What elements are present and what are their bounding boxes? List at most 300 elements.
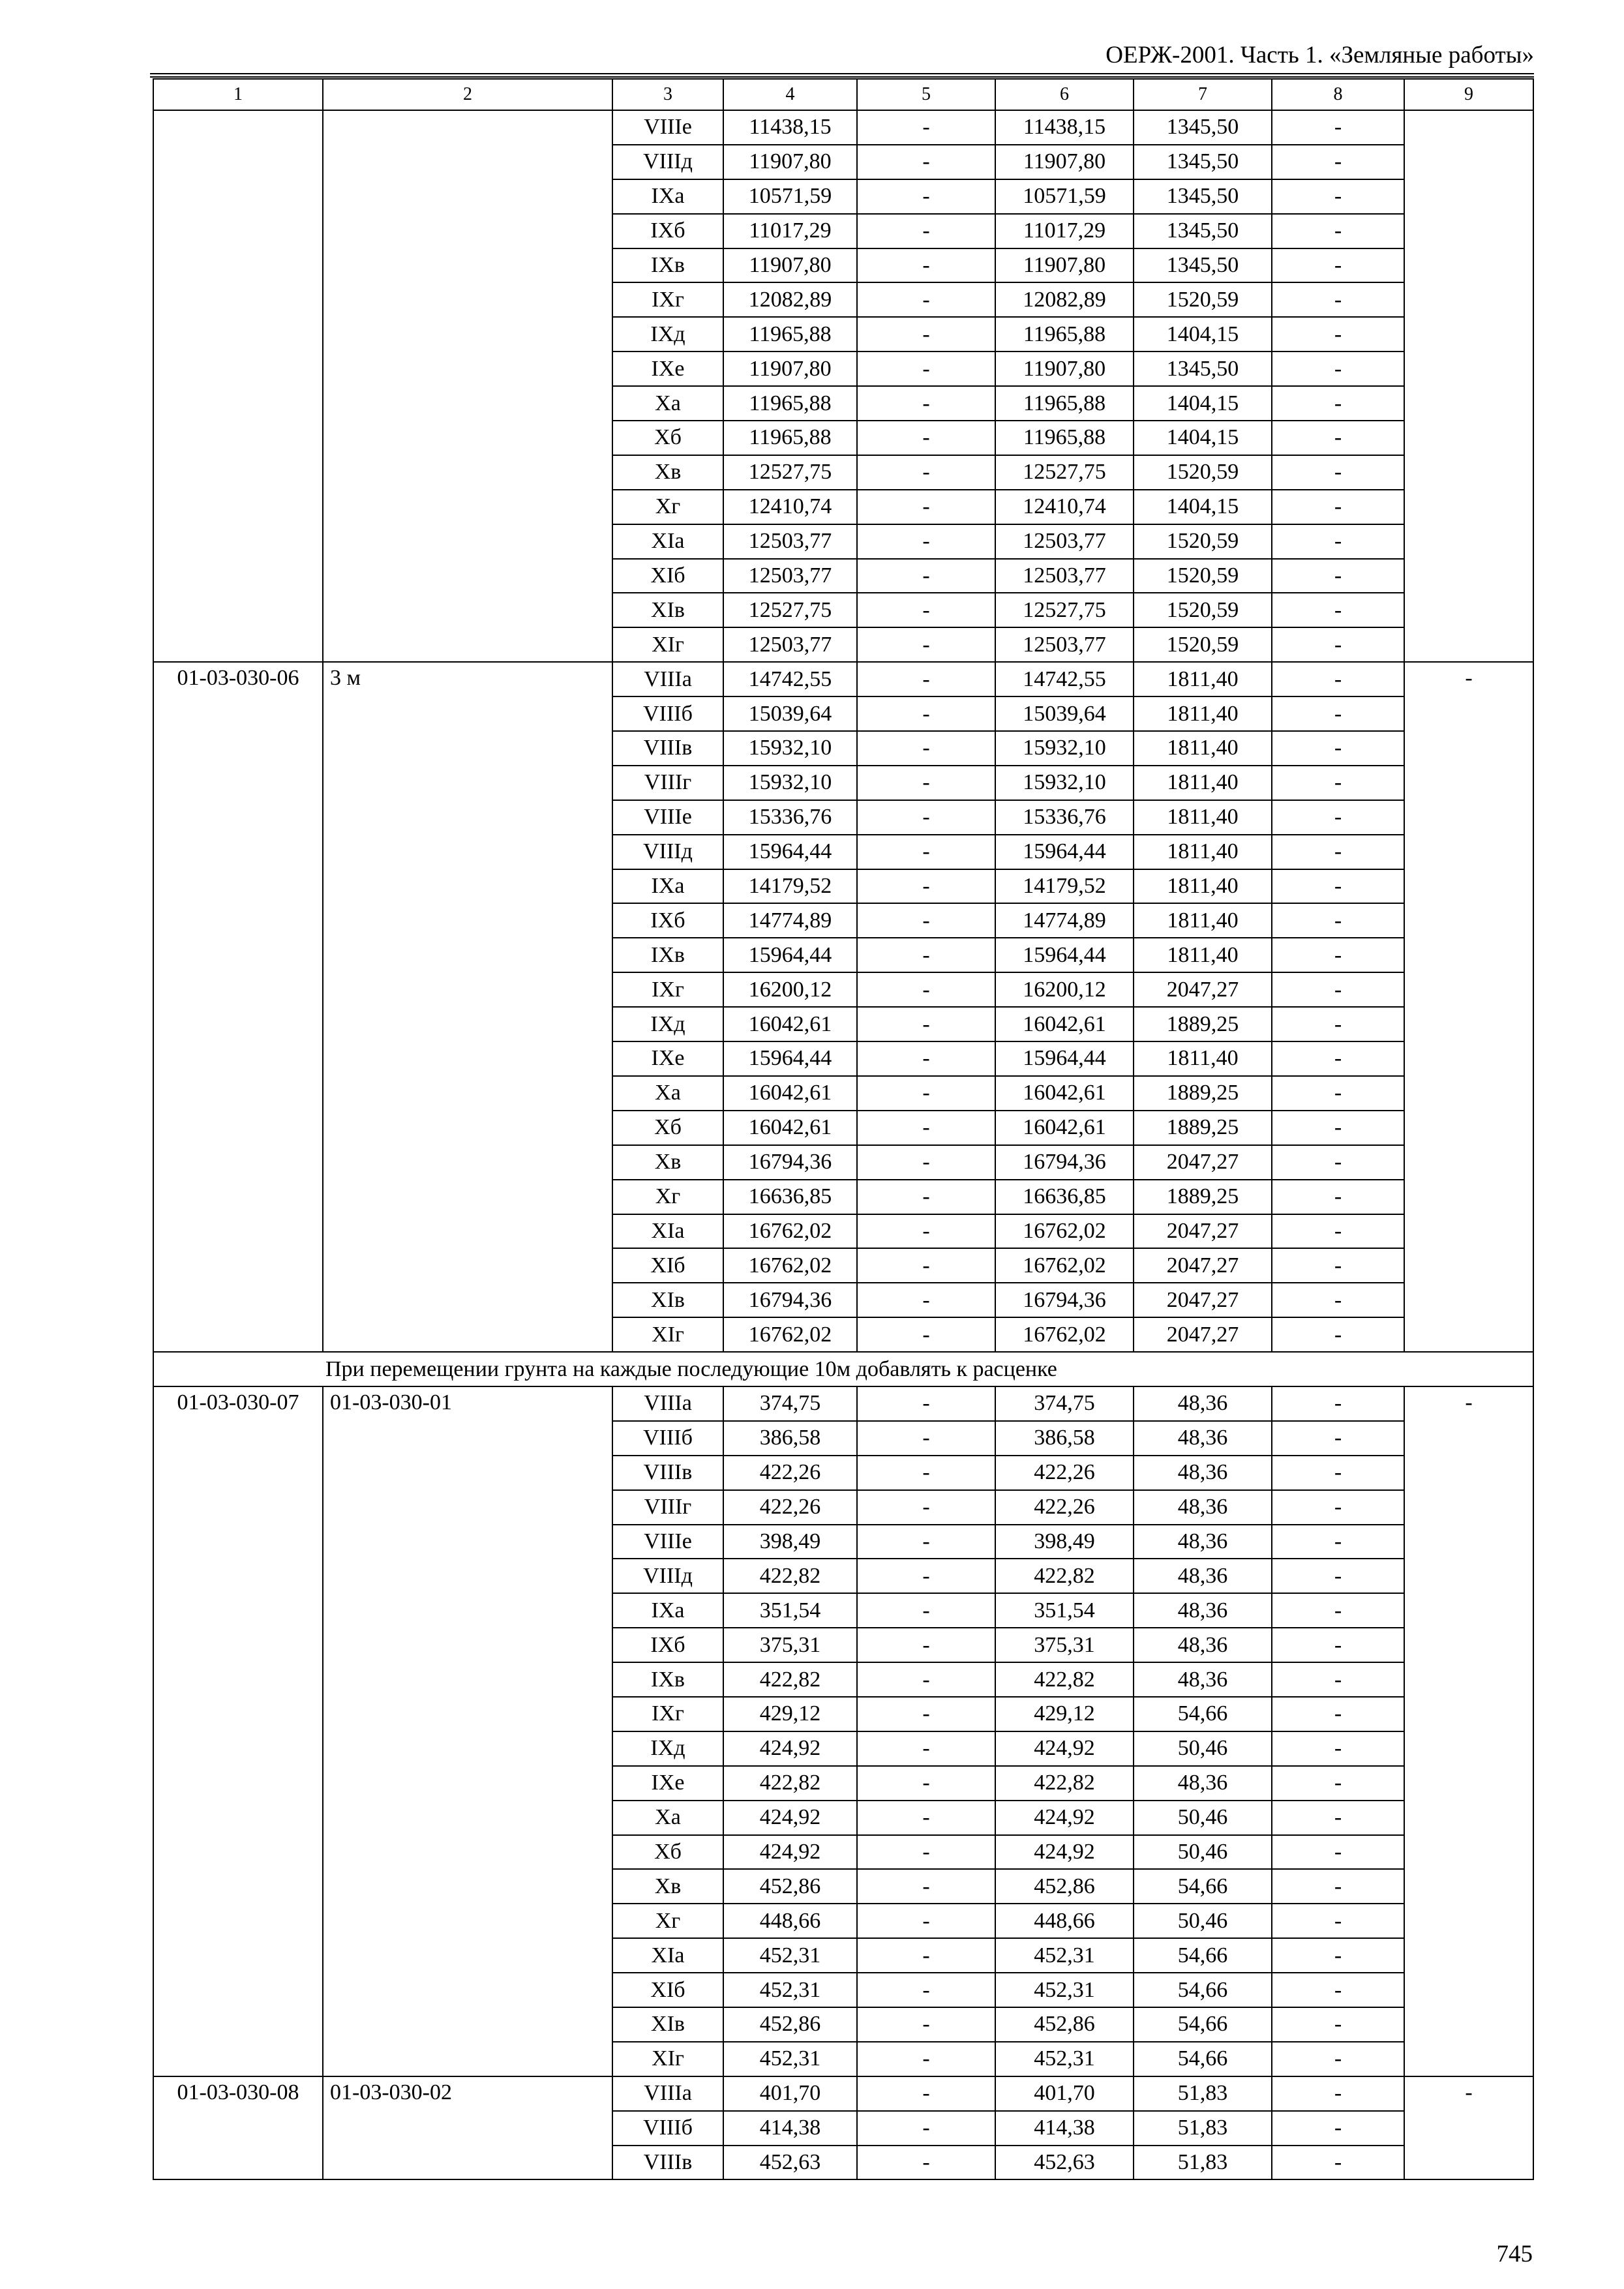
table-cell-col8: -: [1272, 490, 1404, 524]
table-cell-col4: 351,54: [723, 1593, 857, 1628]
table-cell-col6: 11017,29: [995, 214, 1134, 248]
table-cell-col7: 54,66: [1134, 1869, 1272, 1904]
table-cell-col6: 12410,74: [995, 490, 1134, 524]
table-cell-col7: 1811,40: [1134, 869, 1272, 904]
table-cell-col3: XIа: [612, 1214, 723, 1249]
table-cell-col7: 1811,40: [1134, 835, 1272, 869]
table-cell-col4: 452,31: [723, 1973, 857, 2007]
table-cell-col3: IXб: [612, 1628, 723, 1662]
rate-name-cell: 01-03-030-01: [323, 1386, 612, 2076]
table-cell-col8: -: [1272, 214, 1404, 248]
table-cell-col3: XIг: [612, 2042, 723, 2076]
table-cell-col6: 11907,80: [995, 352, 1134, 386]
table-cell-col3: XIв: [612, 593, 723, 627]
table-cell-col8: -: [1272, 696, 1404, 731]
table-cell-col4: 12527,75: [723, 455, 857, 490]
table-cell-col3: XIб: [612, 1973, 723, 2007]
table-cell-col3: IXб: [612, 903, 723, 938]
table-cell-col7: 50,46: [1134, 1731, 1272, 1766]
table-cell-col8: -: [1272, 1731, 1404, 1766]
table-cell-col4: 11965,88: [723, 421, 857, 455]
table-cell-col4: 15932,10: [723, 731, 857, 766]
table-cell-col6: 414,38: [995, 2111, 1134, 2146]
table-cell-col6: 16042,61: [995, 1076, 1134, 1111]
table-cell-col5: -: [857, 938, 995, 972]
table-cell-col8: -: [1272, 1214, 1404, 1249]
table-cell-col6: 15932,10: [995, 766, 1134, 800]
table-cell-col7: 1811,40: [1134, 696, 1272, 731]
table-cell-col5: -: [857, 1248, 995, 1283]
table-cell-col3: XIг: [612, 627, 723, 662]
table-cell-col4: 16762,02: [723, 1248, 857, 1283]
table-cell-col7: 1345,50: [1134, 110, 1272, 145]
table-cell-col3: VIIIб: [612, 696, 723, 731]
table-cell-col7: 1889,25: [1134, 1111, 1272, 1145]
table-cell-col6: 401,70: [995, 2076, 1134, 2111]
table-cell-col5: -: [857, 1835, 995, 1870]
table-cell-col6: 15964,44: [995, 938, 1134, 972]
table-cell-col8: -: [1272, 1904, 1404, 1938]
table-cell-col8: -: [1272, 386, 1404, 421]
table-cell-col8: -: [1272, 1662, 1404, 1697]
table-cell-col8: -: [1272, 1421, 1404, 1456]
column-header-5: 5: [857, 79, 995, 110]
table-cell-col8: -: [1272, 972, 1404, 1007]
table-cell-col3: Xг: [612, 490, 723, 524]
table-cell-col5: -: [857, 1662, 995, 1697]
table-cell-col4: 12410,74: [723, 490, 857, 524]
table-cell-col7: 48,36: [1134, 1766, 1272, 1801]
table-cell-col5: -: [857, 1938, 995, 1973]
table-cell-col3: IXе: [612, 1766, 723, 1801]
table-cell-col8: -: [1272, 1593, 1404, 1628]
table-cell-col4: 11965,88: [723, 317, 857, 352]
table-cell-col7: 1404,15: [1134, 421, 1272, 455]
table-cell-col6: 15336,76: [995, 800, 1134, 835]
table-cell-col8: -: [1272, 1283, 1404, 1317]
table-cell-col6: 375,31: [995, 1628, 1134, 1662]
table-cell-col8: -: [1272, 1801, 1404, 1835]
table-cell-col3: Xа: [612, 1801, 723, 1835]
table-cell-col8: -: [1272, 2007, 1404, 2042]
table-cell-col8: -: [1272, 1973, 1404, 2007]
table-cell-col4: 16200,12: [723, 972, 857, 1007]
header-rule: [150, 73, 1534, 78]
table-cell-col7: 1345,50: [1134, 145, 1272, 179]
table-cell-col3: IXд: [612, 317, 723, 352]
table-cell-col6: 12527,75: [995, 593, 1134, 627]
table-cell-col7: 1811,40: [1134, 731, 1272, 766]
table-cell-col7: 1345,50: [1134, 352, 1272, 386]
column-header-8: 8: [1272, 79, 1404, 110]
table-cell-col4: 16636,85: [723, 1180, 857, 1214]
table-cell-col3: Xб: [612, 1111, 723, 1145]
table-cell-col4: 452,86: [723, 1869, 857, 1904]
table-cell-col3: IXа: [612, 179, 723, 214]
table-cell-col3: Xб: [612, 1835, 723, 1870]
table-cell-col6: 11907,80: [995, 248, 1134, 283]
table-cell-col8: -: [1272, 1835, 1404, 1870]
table-cell-col8: -: [1272, 1111, 1404, 1145]
table-cell-col5: -: [857, 1180, 995, 1214]
table-cell-col7: 1520,59: [1134, 524, 1272, 559]
table-cell-col4: 15039,64: [723, 696, 857, 731]
table-cell-col5: -: [857, 352, 995, 386]
table-cell-col8: -: [1272, 593, 1404, 627]
table-cell-col4: 429,12: [723, 1697, 857, 1731]
table-cell-col5: -: [857, 110, 995, 145]
table-cell-col7: 1811,40: [1134, 938, 1272, 972]
table-cell-col6: 11965,88: [995, 421, 1134, 455]
table-cell-col3: VIIIд: [612, 1559, 723, 1593]
table-cell-col6: 11438,15: [995, 110, 1134, 145]
table-cell-col5: -: [857, 1007, 995, 1041]
table-cell-col8: -: [1272, 1317, 1404, 1352]
table-cell-col6: 15039,64: [995, 696, 1134, 731]
table-cell-col8: -: [1272, 455, 1404, 490]
column-header-1: 1: [153, 79, 323, 110]
table-cell-col8: -: [1272, 1076, 1404, 1111]
table-cell-col6: 16042,61: [995, 1111, 1134, 1145]
column-header-7: 7: [1134, 79, 1272, 110]
table-cell-col6: 15964,44: [995, 1041, 1134, 1076]
table-cell-col7: 48,36: [1134, 1559, 1272, 1593]
table-cell-col6: 452,31: [995, 2042, 1134, 2076]
rate-name-cell: 01-03-030-02: [323, 2076, 612, 2180]
table-cell-col4: 16042,61: [723, 1007, 857, 1041]
table-cell-col5: -: [857, 1525, 995, 1559]
table-cell-col4: 424,92: [723, 1801, 857, 1835]
table-cell-col4: 16042,61: [723, 1076, 857, 1111]
table-cell-col5: -: [857, 1041, 995, 1076]
table-cell-col4: 15964,44: [723, 835, 857, 869]
table-cell-col3: IXа: [612, 869, 723, 904]
table-cell-col7: 1520,59: [1134, 455, 1272, 490]
table-cell-col6: 424,92: [995, 1835, 1134, 1870]
table-cell-col6: 14742,55: [995, 662, 1134, 696]
table-cell-col6: 422,82: [995, 1559, 1134, 1593]
table-cell-col6: 452,31: [995, 1973, 1134, 2007]
table-cell-col7: 2047,27: [1134, 972, 1272, 1007]
table-cell-col4: 414,38: [723, 2111, 857, 2146]
table-cell-col5: -: [857, 317, 995, 352]
table-cell-col5: -: [857, 627, 995, 662]
table-cell-col6: 16200,12: [995, 972, 1134, 1007]
table-cell-col7: 2047,27: [1134, 1145, 1272, 1180]
table-cell-col7: 48,36: [1134, 1490, 1272, 1525]
table-cell-col3: VIIIб: [612, 2111, 723, 2146]
table-cell-col4: 422,26: [723, 1490, 857, 1525]
table-cell-col7: 51,83: [1134, 2076, 1272, 2111]
table-cell-col8: -: [1272, 1386, 1404, 1421]
table-cell-col3: XIа: [612, 1938, 723, 1973]
table-cell-col3: VIIIа: [612, 1386, 723, 1421]
table-cell-col3: Xг: [612, 1904, 723, 1938]
table-cell-col8: -: [1272, 800, 1404, 835]
table-cell-col6: 15932,10: [995, 731, 1134, 766]
table-cell-col3: VIIIе: [612, 1525, 723, 1559]
table-cell-col7: 48,36: [1134, 1593, 1272, 1628]
table-cell-col6: 10571,59: [995, 179, 1134, 214]
table-cell-col5: -: [857, 145, 995, 179]
table-cell-col4: 12527,75: [723, 593, 857, 627]
table-cell-col4: 10571,59: [723, 179, 857, 214]
table-cell-col5: -: [857, 835, 995, 869]
table-cell-col8: -: [1272, 1007, 1404, 1041]
table-cell-col8: -: [1272, 835, 1404, 869]
table-cell-col8: -: [1272, 903, 1404, 938]
table-cell-col5: -: [857, 559, 995, 593]
table-cell-col5: -: [857, 282, 995, 317]
table-cell-col6: 16762,02: [995, 1214, 1134, 1249]
table-cell-col6: 16762,02: [995, 1248, 1134, 1283]
table-cell-col3: IXв: [612, 1662, 723, 1697]
table-cell-col5: -: [857, 1869, 995, 1904]
table-cell-col7: 1889,25: [1134, 1076, 1272, 1111]
table-cell-col5: -: [857, 490, 995, 524]
table-cell-col7: 51,83: [1134, 2146, 1272, 2180]
table-cell-col7: 1345,50: [1134, 179, 1272, 214]
table-cell-col4: 398,49: [723, 1525, 857, 1559]
table-cell-col4: 424,92: [723, 1835, 857, 1870]
table-cell-col8: -: [1272, 248, 1404, 283]
table-cell-col3: IXе: [612, 352, 723, 386]
rate-code-cell: 01-03-030-07: [153, 1386, 323, 2076]
table-cell-col5: -: [857, 1593, 995, 1628]
table-cell-col7: 1889,25: [1134, 1007, 1272, 1041]
table-cell-col5: -: [857, 1386, 995, 1421]
page-number: 745: [1496, 2241, 1533, 2267]
table-cell-col4: 448,66: [723, 1904, 857, 1938]
table-cell-col3: IXг: [612, 282, 723, 317]
table-cell-col7: 54,66: [1134, 2007, 1272, 2042]
table-cell-col8: -: [1272, 1938, 1404, 1973]
table-cell-col5: -: [857, 1731, 995, 1766]
table-cell-col3: VIIIв: [612, 1456, 723, 1490]
table-cell-col3: VIIIг: [612, 766, 723, 800]
column-header-2: 2: [323, 79, 612, 110]
table-cell-col6: 11965,88: [995, 317, 1134, 352]
table-cell-col7: 54,66: [1134, 1973, 1272, 2007]
table-cell-col4: 16042,61: [723, 1111, 857, 1145]
table-cell-col5: -: [857, 1456, 995, 1490]
table-cell-col8: -: [1272, 1697, 1404, 1731]
table-cell-col7: 1520,59: [1134, 627, 1272, 662]
section-note: При перемещении грунта на каждые последующие 10м добавлять к расценке: [153, 1352, 1533, 1386]
table-cell-col7: 1889,25: [1134, 1180, 1272, 1214]
table-cell-col8: -: [1272, 317, 1404, 352]
table-cell-col4: 424,92: [723, 1731, 857, 1766]
table-cell-col5: -: [857, 731, 995, 766]
column-header-6: 6: [995, 79, 1134, 110]
table-cell-col3: VIIIд: [612, 835, 723, 869]
table-cell-col5: -: [857, 1283, 995, 1317]
table-cell-col3: XIб: [612, 559, 723, 593]
table-cell-col7: 1811,40: [1134, 1041, 1272, 1076]
table-cell-col6: 398,49: [995, 1525, 1134, 1559]
table-cell-col6: 429,12: [995, 1697, 1134, 1731]
table-cell-col8: -: [1272, 731, 1404, 766]
table-cell-col7: 54,66: [1134, 1938, 1272, 1973]
table-cell-col8: -: [1272, 1869, 1404, 1904]
table-cell-col7: 54,66: [1134, 2042, 1272, 2076]
table-cell-col8: -: [1272, 1559, 1404, 1593]
table-cell-col5: -: [857, 662, 995, 696]
table-cell-col3: XIг: [612, 1317, 723, 1352]
table-cell-col5: -: [857, 1214, 995, 1249]
table-cell-col4: 452,31: [723, 2042, 857, 2076]
table-cell-col3: Xв: [612, 1869, 723, 1904]
table-cell-col5: -: [857, 455, 995, 490]
table-cell-col3: VIIIа: [612, 662, 723, 696]
table-cell-col7: 48,36: [1134, 1662, 1272, 1697]
table-cell-col8: -: [1272, 2146, 1404, 2180]
table-cell-col7: 48,36: [1134, 1386, 1272, 1421]
table-cell-col5: -: [857, 2042, 995, 2076]
table-cell-col6: 12082,89: [995, 282, 1134, 317]
table-cell-col7: 1811,40: [1134, 800, 1272, 835]
table-cell-col3: VIIIг: [612, 1490, 723, 1525]
table-cell-col3: IXе: [612, 1041, 723, 1076]
table-cell-col6: 16794,36: [995, 1145, 1134, 1180]
table-cell-col7: 48,36: [1134, 1628, 1272, 1662]
table-cell-col4: 11907,80: [723, 145, 857, 179]
table-cell-col7: 1520,59: [1134, 559, 1272, 593]
table-cell-col7: 51,83: [1134, 2111, 1272, 2146]
table-cell-col4: 12082,89: [723, 282, 857, 317]
table-cell-col4: 14742,55: [723, 662, 857, 696]
table-cell-col3: VIIIв: [612, 2146, 723, 2180]
table-cell-col4: 452,63: [723, 2146, 857, 2180]
table-cell-col6: 11907,80: [995, 145, 1134, 179]
table-cell-col6: 12527,75: [995, 455, 1134, 490]
table-cell-col4: 374,75: [723, 1386, 857, 1421]
table-cell-col3: IXд: [612, 1731, 723, 1766]
table-cell-col4: 16762,02: [723, 1317, 857, 1352]
table-cell-col5: -: [857, 593, 995, 627]
table-cell-col4: 422,82: [723, 1766, 857, 1801]
table-cell-col7: 2047,27: [1134, 1248, 1272, 1283]
table-cell-col8: -: [1272, 627, 1404, 662]
table-cell-col6: 452,63: [995, 2146, 1134, 2180]
table-cell-col6: 11965,88: [995, 386, 1134, 421]
table-cell-col6: 16794,36: [995, 1283, 1134, 1317]
table-cell-col7: 50,46: [1134, 1904, 1272, 1938]
table-cell-col3: Xа: [612, 1076, 723, 1111]
table-cell-col8: -: [1272, 662, 1404, 696]
table-cell-col7: 54,66: [1134, 1697, 1272, 1731]
table-cell-col6: 14774,89: [995, 903, 1134, 938]
table-cell-col3: Xб: [612, 421, 723, 455]
table-cell-col7: 50,46: [1134, 1835, 1272, 1870]
table-cell-col5: -: [857, 972, 995, 1007]
table-cell-col7: 1404,15: [1134, 386, 1272, 421]
table-cell-col6: 452,86: [995, 2007, 1134, 2042]
table-cell-col5: -: [857, 179, 995, 214]
table-cell-col4: 11907,80: [723, 248, 857, 283]
table-cell-col5: -: [857, 2007, 995, 2042]
table-cell-col4: 15964,44: [723, 1041, 857, 1076]
table-cell-col3: Xа: [612, 386, 723, 421]
table-cell-col5: -: [857, 421, 995, 455]
table-cell-col3: IXв: [612, 938, 723, 972]
table-row: [153, 662, 1533, 696]
table-cell-col8: -: [1272, 1145, 1404, 1180]
table-cell-col7: 1404,15: [1134, 490, 1272, 524]
table-cell-col4: 12503,77: [723, 559, 857, 593]
table-cell-col5: -: [857, 2146, 995, 2180]
table-cell-col8: -: [1272, 2042, 1404, 2076]
table-row: [153, 1386, 1533, 1421]
table-cell-col6: 424,92: [995, 1731, 1134, 1766]
table-cell-col6: 422,26: [995, 1456, 1134, 1490]
table-cell-col8: -: [1272, 1766, 1404, 1801]
table-cell-col7: 2047,27: [1134, 1283, 1272, 1317]
table-cell-col3: IXв: [612, 248, 723, 283]
table-cell-col8: -: [1272, 282, 1404, 317]
table-cell-col5: -: [857, 524, 995, 559]
table-cell-col7: 1345,50: [1134, 214, 1272, 248]
column-header-3: 3: [612, 79, 723, 110]
table-cell-col6: 12503,77: [995, 627, 1134, 662]
table-cell-col3: IXг: [612, 1697, 723, 1731]
table-cell-col5: -: [857, 1904, 995, 1938]
table-cell-col8: -: [1272, 352, 1404, 386]
table-cell-col8: -: [1272, 766, 1404, 800]
table-cell-col4: 452,86: [723, 2007, 857, 2042]
table-cell-col4: 11907,80: [723, 352, 857, 386]
rate-code-cell: [153, 110, 323, 662]
table-cell-col4: 422,82: [723, 1559, 857, 1593]
table-cell-col8: -: [1272, 938, 1404, 972]
table-cell-col6: 422,82: [995, 1662, 1134, 1697]
table-cell-col4: 422,26: [723, 1456, 857, 1490]
table-cell-col5: -: [857, 1973, 995, 2007]
table-cell-col5: -: [857, 1490, 995, 1525]
rate-name-cell: [323, 110, 612, 662]
table-cell-col8: -: [1272, 1456, 1404, 1490]
table-cell-col3: XIа: [612, 524, 723, 559]
table-cell-col7: 1811,40: [1134, 662, 1272, 696]
table-cell-col6: 16762,02: [995, 1317, 1134, 1352]
table-cell-col6: 452,31: [995, 1938, 1134, 1973]
page-header: ОЕРЖ-2001. Часть 1. «Земляные работы»: [1105, 42, 1534, 68]
table-cell-col5: -: [857, 1697, 995, 1731]
table-cell-col6: 422,82: [995, 1766, 1134, 1801]
table-cell-col5: -: [857, 2076, 995, 2111]
table-cell-col4: 14179,52: [723, 869, 857, 904]
table-cell-col7: 1404,15: [1134, 317, 1272, 352]
table-cell-col5: -: [857, 1111, 995, 1145]
table-cell-col4: 15964,44: [723, 938, 857, 972]
table-cell-col5: -: [857, 214, 995, 248]
table-cell-col4: 16762,02: [723, 1214, 857, 1249]
table-cell-col4: 14774,89: [723, 903, 857, 938]
table-cell-col4: 15336,76: [723, 800, 857, 835]
table-cell-col3: XIв: [612, 2007, 723, 2042]
table-cell-col6: 12503,77: [995, 524, 1134, 559]
table-cell-col6: 16042,61: [995, 1007, 1134, 1041]
table-cell-col5: -: [857, 2111, 995, 2146]
table-cell-col7: 1520,59: [1134, 593, 1272, 627]
table-cell-col6: 424,92: [995, 1801, 1134, 1835]
table-cell-col5: -: [857, 1145, 995, 1180]
table-cell-col3: IXг: [612, 972, 723, 1007]
table-cell-col4: 422,82: [723, 1662, 857, 1697]
table-cell-col6: 374,75: [995, 1386, 1134, 1421]
table-cell-col7: 48,36: [1134, 1456, 1272, 1490]
table-cell-col8: -: [1272, 2111, 1404, 2146]
